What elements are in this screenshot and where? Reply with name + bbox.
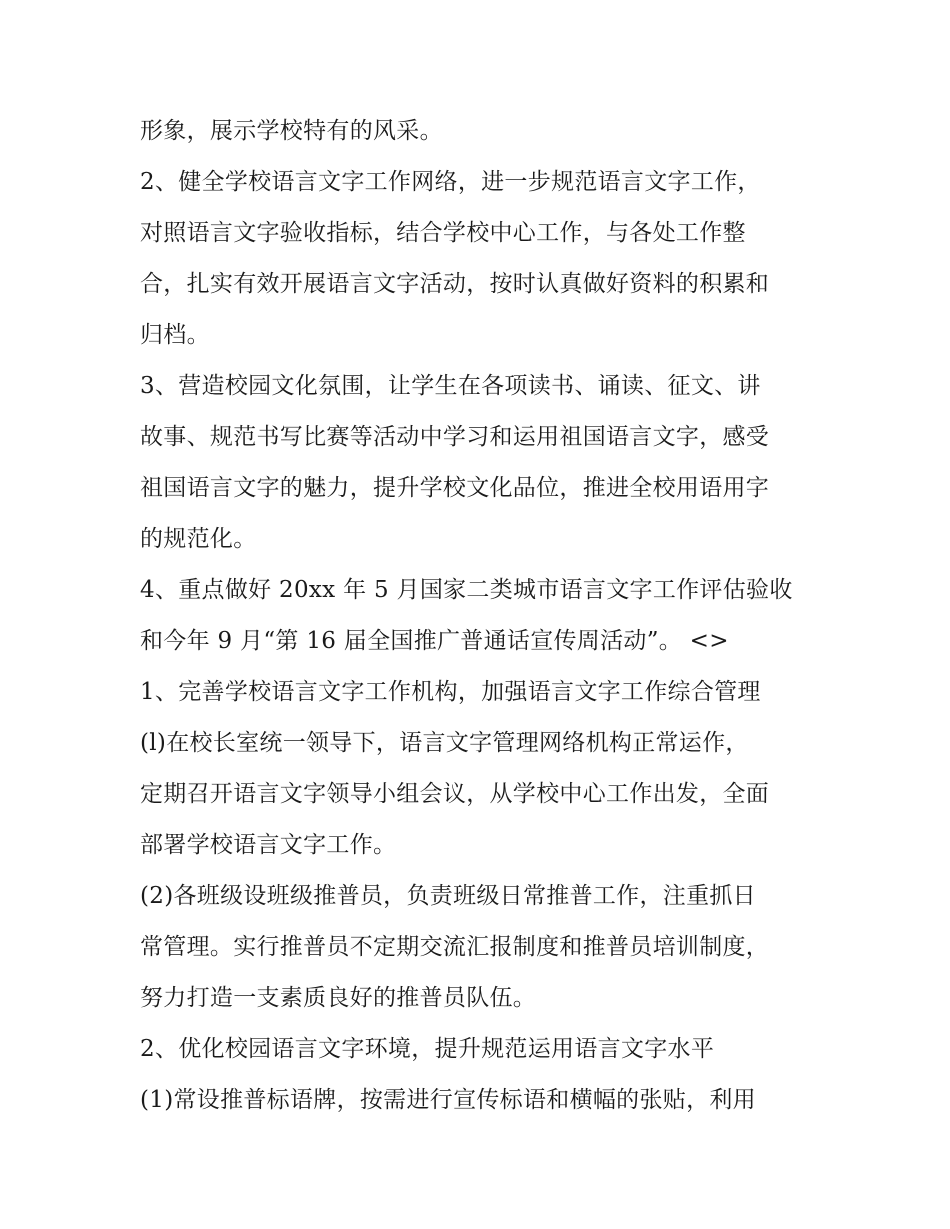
text-line: 的规范化。 [140, 526, 257, 552]
text-line: (l)在校长室统一领导下，语言文字管理网络机构正常运作， [140, 730, 749, 756]
text-line: 2、优化校园语言文字环境，提升规范运用语言文字水平 [140, 1036, 715, 1062]
text-line: 和今年 9 月“第 16 届全国推广普通话宣传周活动”。 <> [140, 628, 729, 654]
text-line: 3、营造校园文化氛围，让学生在各项读书、诵读、征文、讲 [140, 373, 761, 399]
text-line: 形象，展示学校特有的风采。 [140, 118, 443, 144]
text-line: 4、重点做好 20xx 年 5 月国家二类城市语言文字工作评估验收 [140, 577, 793, 603]
text-line: (1)常设推普标语牌，按需进行宣传标语和横幅的张贴，利用 [140, 1087, 756, 1113]
text-line: 合，扎实有效开展语言文字活动，按时认真做好资料的积累和 [140, 271, 770, 297]
text-line: 1、完善学校语言文字工作机构，加强语言文字工作综合管理 [140, 679, 761, 705]
text-line: 故事、规范书写比赛等活动中学习和运用祖国语言文字，感受 [140, 424, 770, 450]
text-line: 2、健全学校语言文字工作网络，进一步规范语言文字工作， [140, 169, 761, 195]
text-line: 部署学校语言文字工作。 [140, 832, 397, 858]
text-line: 祖国语言文字的魅力，提升学校文化品位，推进全校用语用字 [140, 475, 770, 501]
text-line: 努力打造一支素质良好的推普员队伍。 [140, 985, 537, 1011]
text-line: 归档。 [140, 322, 210, 348]
text-line: (2)各班级设班级推普员，负责班级日常推普工作，注重抓日 [140, 883, 756, 909]
text-line: 常管理。实行推普员不定期交流汇报制度和推普员培训制度， [140, 934, 770, 960]
text-line: 定期召开语言文字领导小组会议，从学校中心工作出发，全面 [140, 781, 770, 807]
text-line: 对照语言文字验收指标，结合学校中心工作，与各处工作整 [140, 220, 746, 246]
document-body [140, 106, 820, 1126]
